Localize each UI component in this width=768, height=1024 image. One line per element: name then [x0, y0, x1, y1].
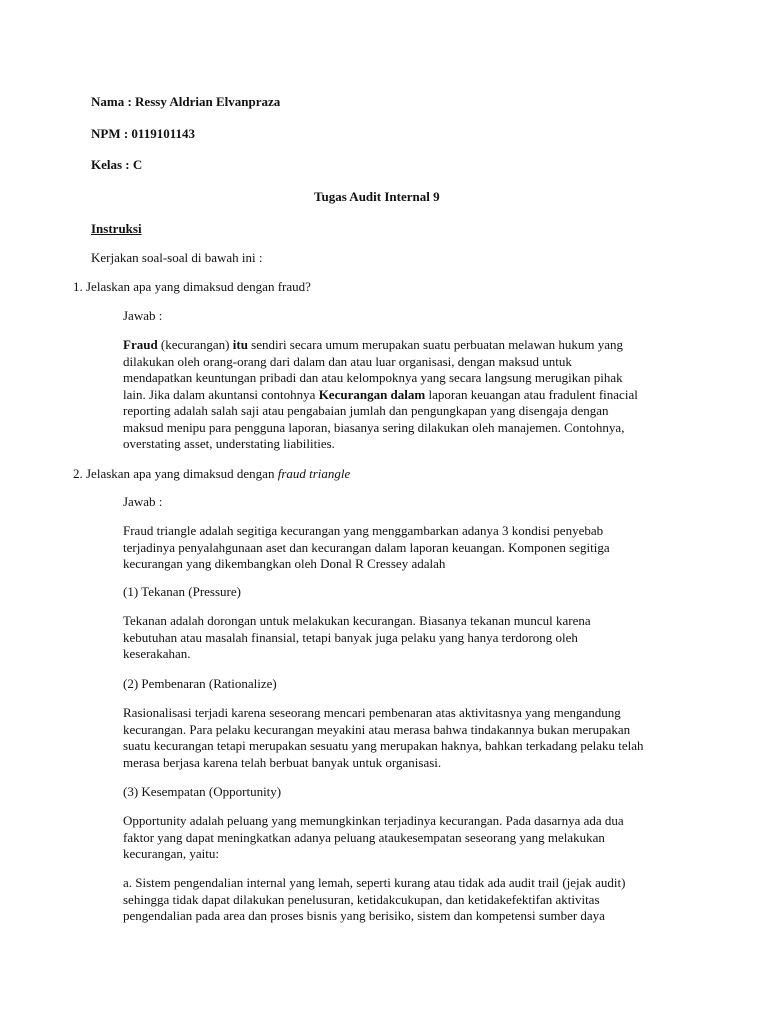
text-run: sendiri secara umum merupakan suatu perbuatan melawan hukum yang	[247, 337, 623, 352]
paragraph-line: kebutuhan atau masalah finansial, tetapi banyak juga pelaku yang hanya terdorong oleh	[123, 629, 578, 645]
opportunity-paragraph	[123, 813, 683, 863]
text-run: overstating asset, understating liabilities.	[123, 436, 335, 451]
instruction-text: Kerjakan soal-soal di bawah ini :	[91, 250, 263, 265]
document-title: Tugas Audit Internal 9	[314, 189, 440, 204]
pressure-heading: (1) Tekanan (Pressure)	[123, 584, 241, 599]
paragraph-line	[123, 403, 683, 420]
paragraph-line: Opportunity adalah peluang yang memungkinkan terjadinya kecurangan. Pada dasarnya ada dua	[123, 813, 624, 828]
class-line: Kelas : C	[91, 157, 143, 172]
pressure-paragraph	[123, 613, 683, 663]
text-run: dilakukan oleh orang-orang dari dalam dan atau luar organisasi, dengan maksud untuk	[123, 353, 572, 369]
text-run: maksud menipu para pengguna laporan, biasanya sering dilakukan oleh manajemen. Contohnya,	[123, 419, 625, 435]
text-run: mendapatkan keuntungan pribadi dan atau kelompoknya yang secara langsung merugikan pihak	[123, 370, 623, 385]
point-a-paragraph	[123, 875, 683, 925]
bold-text: itu	[232, 337, 248, 352]
question-2-answer-label: Jawab :	[123, 494, 163, 509]
name-line: Nama : Ressy Aldrian Elvanpraza	[91, 94, 281, 109]
paragraph-line	[123, 370, 683, 387]
question-2	[73, 466, 350, 483]
paragraph-line: kecurangan yang dikembangkan oleh Donal R Cressey adalah	[123, 556, 446, 571]
paragraph-line: terjadinya penyalahgunaan aset dan kecurangan dalam laporan keuangan. Komponen segitiga	[123, 539, 610, 555]
question-2-term: fraud triangle	[277, 466, 351, 481]
paragraph-line: pengendalian pada area dan proses bisnis yang berisiko, sistem dan kompetensi sumber daya	[123, 908, 605, 923]
npm-line: NPM : 0119101143	[91, 126, 195, 141]
text-run: laporan keuangan atau fradulent finacial	[425, 386, 638, 402]
instruction-heading: Instruksi	[91, 221, 142, 236]
text-run: (kecurangan)	[157, 337, 233, 352]
paragraph-line: faktor yang dapat meningkatkan adanya peluang ataukesempatan seseorang yang melakukan	[123, 829, 605, 845]
paragraph-line: sehingga tidak dapat dilakukan penelusuran, ketidakcukupan, dan ketidakefektifan aktivitas	[123, 891, 600, 907]
paragraph-line	[123, 387, 683, 404]
paragraph-line: kecurangan. Para pelaku kecurangan meyakini atau merasa bahwa tindakannya bukan merupakan	[123, 721, 631, 737]
question-2-text: 2. Jelaskan apa yang dimaksud dengan	[73, 466, 278, 481]
bold-text: Fraud	[123, 337, 158, 352]
question-1: 1. Jelaskan apa yang dimaksud dengan fraud?	[73, 279, 311, 294]
question-1-answer-label: Jawab :	[123, 308, 163, 323]
paragraph-line: kecurangan, yaitu:	[123, 846, 220, 861]
text-run: lain. Jika dalam akuntansi contohnya	[123, 386, 319, 402]
paragraph-line: keserakahan.	[123, 646, 191, 661]
paragraph-line	[123, 436, 683, 453]
paragraph-line: Tekanan adalah dorongan untuk melakukan kecurangan. Biasanya tekanan muncul karena	[123, 613, 591, 628]
paragraph-line: a. Sistem pengendalian internal yang lemah, seperti kurang atau tidak ada audit trail (jejak audit)	[123, 875, 626, 890]
rationalize-paragraph	[123, 705, 683, 771]
opportunity-heading: (3) Kesempatan (Opportunity)	[123, 784, 282, 799]
paragraph-line: merasa berjasa karena telah berbuat banyak untuk organisasi.	[123, 754, 442, 770]
paragraph-line: suatu kecurangan tetapi merupakan sesuatu yang merupakan haknya, bahkan terkadang pelaku telah	[123, 738, 644, 753]
bold-text: Kecurangan dalam	[318, 386, 426, 402]
paragraph-line: Fraud triangle adalah segitiga kecurangan yang menggambarkan adanya 3 kondisi penyebab	[123, 523, 604, 538]
paragraph-line	[123, 354, 683, 371]
paragraph-line	[123, 420, 683, 437]
paragraph-line: Rasionalisasi terjadi karena seseorang mencari pembenaran atas aktivitasnya yang mengandung	[123, 705, 621, 720]
question-2-intro	[123, 523, 683, 573]
question-1-answer	[123, 337, 683, 453]
text-run: reporting adalah salah saji atau pengabaian jumlah dan pengungkapan yang disengaja dengan	[123, 403, 609, 418]
paragraph-line	[123, 337, 683, 354]
rationalize-heading: (2) Pembenaran (Rationalize)	[123, 676, 277, 691]
